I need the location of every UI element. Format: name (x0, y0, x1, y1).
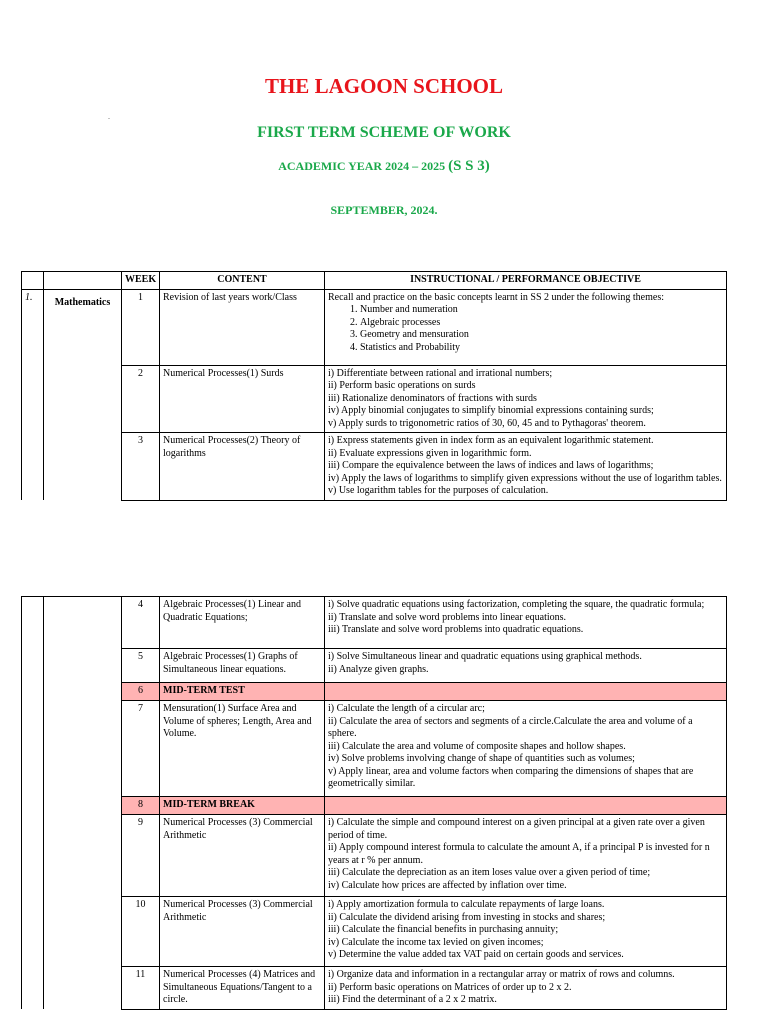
objective-cell (325, 683, 727, 701)
objective-line: iii) Calculate the financial benefits in purchasing annuity; (328, 924, 559, 935)
objective-cell (325, 649, 727, 683)
objective-line: ii) Perform basic operations on surds (328, 380, 476, 391)
objective-line: i) Solve quadratic equations using factorization, completing the square, the quadratic formula; (328, 599, 705, 610)
objective-line: v) Use logarithm tables for the purposes of calculation. (328, 485, 549, 496)
week-cell: 10 (122, 897, 160, 967)
objective-cell (325, 815, 727, 897)
objective-line: iv) Calculate how prices are affected by inflation over time. (328, 879, 567, 891)
school-name: THE LAGOON SCHOOL (264, 74, 504, 98)
table-row (22, 365, 727, 433)
objective-line: v) Apply linear, area and volume factors when comparing the dimensions of shapes that are geometrically similar. (328, 765, 694, 789)
week-cell: 3 (122, 433, 160, 501)
objective-line: iii) Compare the equivalence between the laws of indices and laws of logarithms; (328, 460, 654, 471)
content-cell: MID-TERM TEST (160, 683, 325, 701)
table-header-row (22, 272, 727, 290)
objective-line: v) Determine the value added tax VAT paid on certain goods and services. (328, 949, 624, 960)
week-cell: 2 (122, 365, 160, 433)
academic-year (0, 158, 768, 175)
table-row (22, 649, 727, 683)
objective-line: ii) Calculate the area of sectors and segments of a circle.Calculate the area and volume of a sphere. (328, 715, 693, 739)
objective-line: i) Express statements given in index form as an equivalent logarithmic statement. (328, 435, 654, 446)
week-cell: 6 (122, 683, 160, 701)
objective-line: ii) Evaluate expressions given in logarithmic form. (328, 447, 532, 459)
objective-line: i) Differentiate between rational and irrational numbers; (328, 367, 553, 379)
header-content: CONTENT (160, 272, 325, 290)
row-number-empty (22, 597, 44, 1010)
week-cell: 4 (122, 597, 160, 649)
content-cell: Numerical Processes (4) Matrices and Simultaneous Equations/Tangent to a circle. (160, 967, 325, 1010)
table-row (22, 815, 727, 897)
list-item: 2. Algebraic processes (360, 317, 723, 330)
academic-year-text: ACADEMIC YEAR 2024 – 2025 (278, 159, 446, 173)
objective-line: iv) Calculate the income tax levied on given incomes; (328, 936, 544, 948)
objective-line: ii) Translate and solve word problems into linear equations. (328, 611, 567, 623)
table-row (22, 701, 727, 797)
objective-cell (325, 701, 727, 797)
objective-cell (325, 797, 727, 815)
objective-line: i) Solve Simultaneous linear and quadratic equations using graphical methods. (328, 651, 642, 662)
objective-cell (325, 365, 727, 433)
list-item: 1. Number and numeration (360, 304, 723, 317)
objective-cell (325, 897, 727, 967)
content-cell: Mensuration(1) Surface Area and Volume of spheres; Length, Area and Volume. (160, 701, 325, 797)
subject-name: Mathematics (44, 289, 122, 500)
content-cell: Revision of last years work/Class (160, 289, 325, 365)
objective-line: ii) Perform basic operations on Matrices of order up to 2 x 2. (328, 981, 572, 993)
content-cell: Numerical Processes(1) Surds (160, 365, 325, 433)
objective-line: i) Calculate the length of a circular arc; (328, 703, 485, 714)
subject-empty (44, 597, 122, 1010)
table-row-highlight (22, 683, 727, 701)
table-row (22, 897, 727, 967)
stray-dot: . (108, 112, 110, 121)
objective-line: iii) Translate and solve word problems into quadratic equations. (328, 624, 584, 635)
scheme-table-part-2 (21, 596, 727, 1010)
content-cell: Algebraic Processes(1) Linear and Quadratic Equations; (160, 597, 325, 649)
table-row (22, 597, 727, 649)
objective-intro: Recall and practice on the basic concepts learnt in SS 2 under the following themes: (328, 291, 665, 303)
content-cell: MID-TERM BREAK (160, 797, 325, 815)
content-cell: Numerical Processes (3) Commercial Arithmetic (160, 815, 325, 897)
objective-line: ii) Calculate the dividend arising from investing in stocks and shares; (328, 911, 606, 923)
objective-cell (325, 433, 727, 501)
objective-line: i) Apply amortization formula to calculate repayments of large loans. (328, 899, 605, 910)
scheme-table-part-1 (21, 271, 727, 501)
date-line: SEPTEMBER, 2024. (330, 203, 438, 217)
objective-line: iii) Rationalize denominators of fractions with surds (328, 392, 537, 404)
objective-cell (325, 597, 727, 649)
week-cell: 8 (122, 797, 160, 815)
week-cell: 7 (122, 701, 160, 797)
themes-list (328, 304, 723, 354)
week-cell: 11 (122, 967, 160, 1010)
week-cell: 5 (122, 649, 160, 683)
objective-line: ii) Apply compound interest formula to calculate the amount A, if a principal P is invested for n years at r % per annum. (328, 842, 710, 866)
table-row (22, 289, 727, 365)
table-row (22, 433, 727, 501)
header-week: WEEK (122, 272, 160, 290)
table-row-highlight (22, 797, 727, 815)
table-row (22, 967, 727, 1010)
content-cell: Algebraic Processes(1) Graphs of Simultaneous linear equations. (160, 649, 325, 683)
list-item: 4. Statistics and Probability (360, 342, 723, 355)
week-cell: 1 (122, 289, 160, 365)
objective-line: iii) Calculate the area and volume of composite shapes and hollow shapes. (328, 740, 626, 752)
objective-line: iii) Find the determinant of a 2 x 2 matrix. (328, 994, 497, 1005)
header-objective: INSTRUCTIONAL / PERFORMANCE OBJECTIVE (325, 272, 727, 290)
objective-line: ii) Analyze given graphs. (328, 663, 429, 675)
objective-line: v) Apply surds to trigonometric ratios of 30, 60, 45 and to Pythagoras' theorem. (328, 417, 646, 429)
content-cell: Numerical Processes (3) Commercial Arithmetic (160, 897, 325, 967)
objective-line: i) Calculate the simple and compound interest on a given principal at a given rate over a given period of time. (328, 817, 705, 841)
header-col1 (22, 272, 44, 290)
content-cell: Numerical Processes(2) Theory of logarithms (160, 433, 325, 501)
objective-line: iv) Apply binomial conjugates to simplify binomial expressions containing surds; (328, 405, 654, 416)
row-number: 1. (22, 289, 44, 500)
objective-line: iv) Apply the laws of logarithms to simplify given expressions without the use of logarithm tables. (328, 472, 722, 484)
week-cell: 9 (122, 815, 160, 897)
objective-line: iii) Calculate the depreciation as an item loses value over a given period of time; (328, 867, 651, 878)
list-item: 3. Geometry and mensuration (360, 329, 723, 342)
header-col2 (44, 272, 122, 290)
objective-cell (325, 967, 727, 1010)
scheme-title: FIRST TERM SCHEME OF WORK (257, 124, 511, 141)
objective-cell (325, 289, 727, 365)
class-label: (S S 3) (448, 158, 490, 174)
objective-line: i) Organize data and information in a rectangular array or matrix of rows and columns. (328, 969, 675, 980)
objective-line: iv) Solve problems involving change of shape of quantities such as volumes; (328, 753, 635, 764)
